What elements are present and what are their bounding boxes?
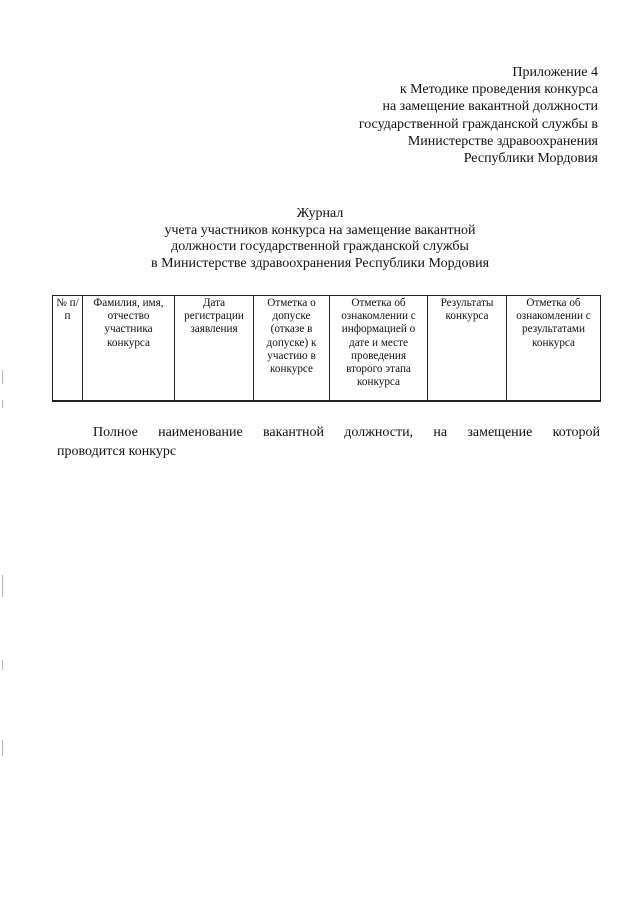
column-header-results: Результаты конкурса [428, 296, 507, 401]
appendix-line: государственной гражданской службы в [358, 116, 598, 132]
journal-title: Журнал [296, 206, 344, 221]
column-header-registration-date: Дата регистрации заявления [175, 296, 254, 401]
appendix-line: Республики Мордовия [463, 151, 598, 167]
paragraph-line: Полное наименование вакантной должности, на замещение которой [93, 425, 600, 440]
journal-subtitle-line: в Министерстве здравоохранения Республики Мордовия [150, 255, 490, 271]
column-header-number: № п/п [53, 296, 83, 401]
appendix-line: Министерстве здравоохранения [407, 133, 598, 149]
journal-subtitle-line: должности государственной гражданской службы [171, 239, 469, 255]
appendix-line: на замещение вакантной должности [382, 99, 598, 115]
table-row [53, 401, 601, 402]
table-cell [507, 401, 601, 402]
appendix-line: Приложение 4 [512, 65, 598, 80]
table-cell [330, 401, 428, 402]
journal-subtitle-line: учета участников конкурса на замещение вакантной [164, 222, 476, 238]
journal-heading [0, 206, 640, 272]
scan-edge-marks [0, 360, 8, 780]
table-cell [175, 401, 254, 402]
appendix-line: к Методике проведения конкурса [399, 82, 598, 98]
column-header-admission-mark: Отметка о допуске (отказе в допуске) к участию в конкурсе [254, 296, 330, 401]
column-header-results-acknowledgement: Отметка об ознакомлении с результатами конкурса [507, 296, 601, 401]
participants-table [52, 295, 601, 402]
table-cell [83, 401, 175, 402]
vacancy-paragraph [57, 423, 600, 461]
table-cell [254, 401, 330, 402]
column-header-second-stage-info-mark: Отметка об ознакомлении с информацией о дате и месте проведения второго этапа конкурса [330, 296, 428, 401]
column-header-full-name: Фамилия, имя, отчество участника конкурса [83, 296, 175, 401]
table-cell [428, 401, 507, 402]
table-cell [53, 401, 83, 402]
table-header-row [53, 296, 601, 401]
appendix-header [359, 64, 598, 167]
paragraph-line: проводится конкурс [57, 444, 177, 459]
